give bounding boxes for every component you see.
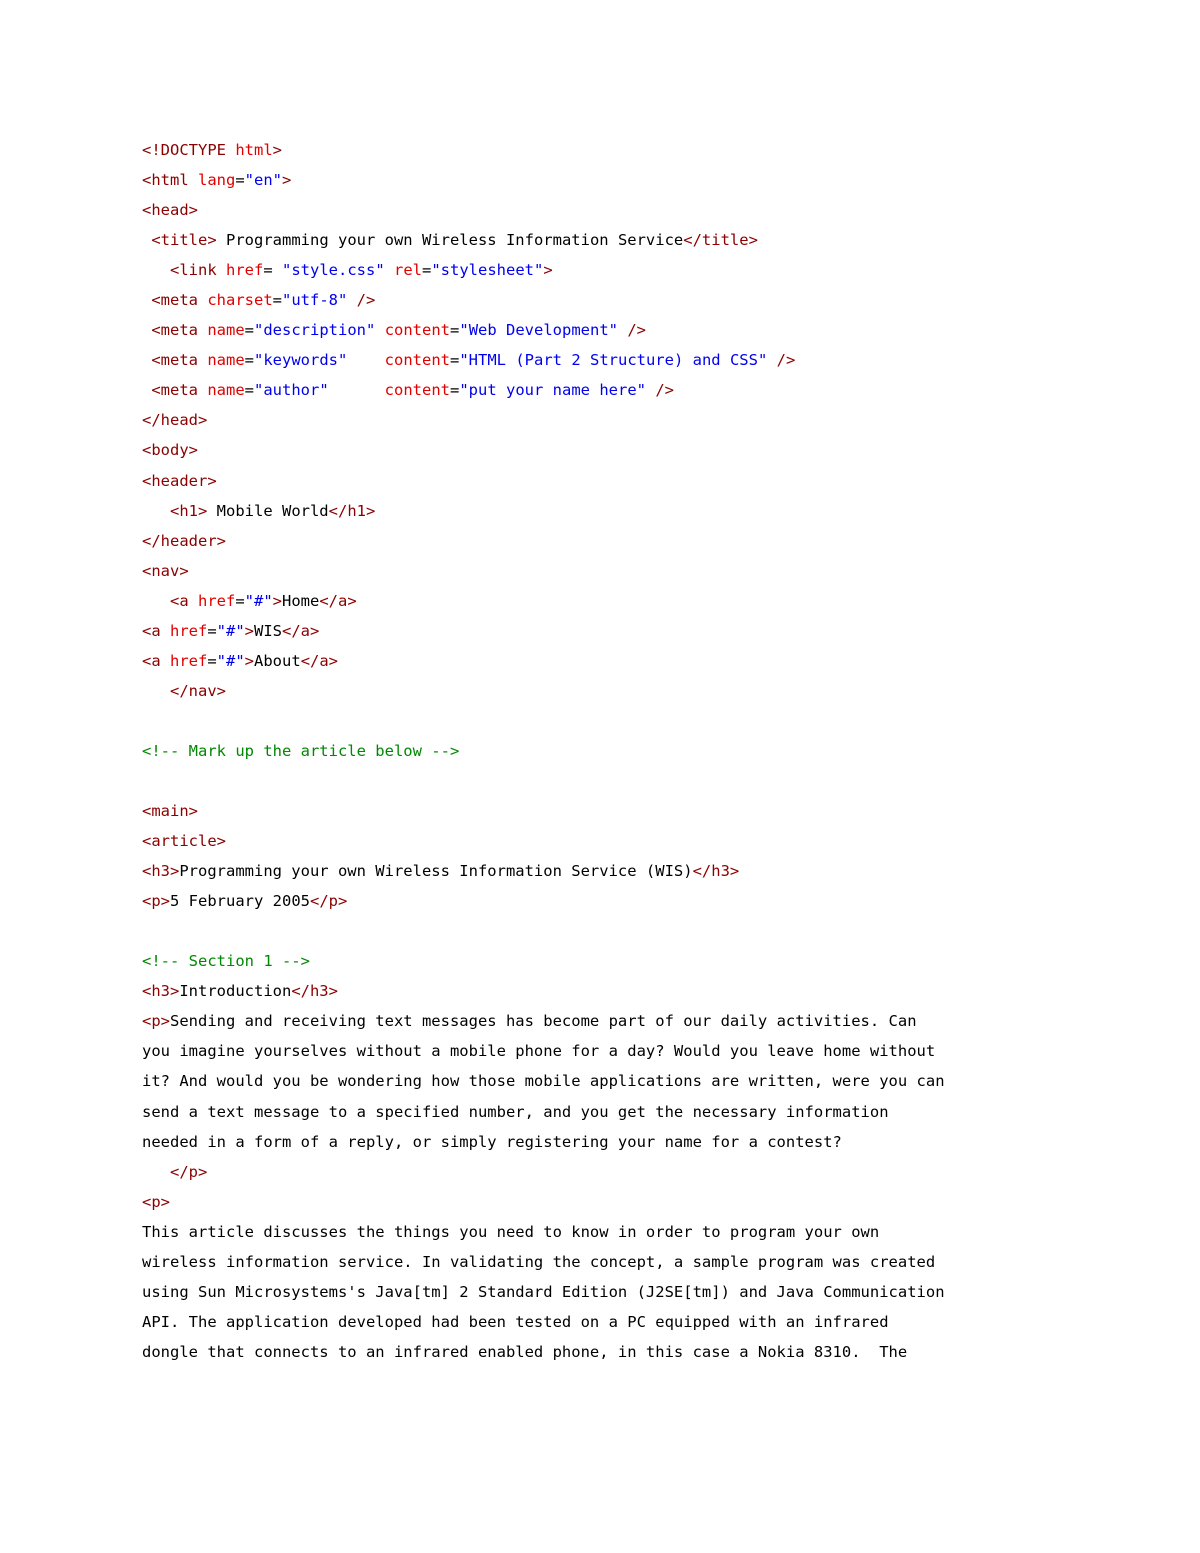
- code-token: 5 February 2005: [170, 892, 310, 911]
- code-token: content: [384, 351, 450, 370]
- code-token: [142, 351, 151, 369]
- code-line: [142, 348, 1142, 378]
- code-token: =: [207, 651, 217, 670]
- code-token: "en": [244, 171, 282, 190]
- code-token: "stylesheet": [431, 261, 544, 280]
- code-token: "HTML (Part 2 Structure) and CSS": [459, 351, 768, 370]
- code-token: name: [207, 321, 245, 340]
- code-line: [142, 949, 1142, 979]
- code-line: [142, 1280, 1142, 1310]
- code-token: =: [207, 621, 217, 640]
- code-line: [142, 709, 1142, 739]
- code-token: [142, 291, 151, 309]
- code-token: "Web Development": [459, 321, 618, 340]
- code-line: [142, 619, 1142, 649]
- code-token: </nav>: [170, 681, 226, 700]
- code-token: </a>: [319, 591, 357, 610]
- code-token: >: [272, 591, 283, 610]
- code-line: [142, 168, 1142, 198]
- code-token: "#": [216, 651, 245, 670]
- code-line: [142, 1220, 1142, 1250]
- code-token: dongle that connects to an infrared enabled phone, in this case a Nokia 8310. The: [142, 1342, 908, 1361]
- code-token: </title>: [683, 231, 758, 250]
- code-line: [142, 1190, 1142, 1220]
- code-line: [142, 739, 1142, 769]
- code-token: href: [226, 261, 264, 280]
- code-line: [142, 769, 1142, 799]
- code-token: "#": [244, 591, 273, 610]
- code-token: <h3>: [142, 862, 180, 881]
- code-token: API. The application developed had been tested on a PC equipped with an infrared: [142, 1312, 889, 1331]
- code-line: [142, 499, 1142, 529]
- code-token: <a: [142, 651, 170, 670]
- code-token: </a>: [300, 651, 339, 670]
- code-token: <!-- Mark up the article below -->: [142, 741, 460, 760]
- code-token: [385, 261, 394, 279]
- code-token: <html: [142, 171, 198, 190]
- code-line: [142, 288, 1142, 318]
- code-line: [142, 679, 1142, 709]
- code-line: [142, 1130, 1142, 1160]
- code-token: html: [235, 141, 273, 159]
- code-token: />: [618, 321, 646, 340]
- code-line: [142, 258, 1142, 288]
- code-token: [142, 381, 151, 399]
- code-token: <main>: [142, 802, 198, 821]
- code-token: send a text message to a specified number, and you get the necessary information: [142, 1102, 889, 1121]
- code-token: <p>: [142, 1012, 170, 1031]
- code-token: <article>: [142, 832, 226, 851]
- code-token: =: [422, 261, 432, 280]
- code-token: href: [170, 621, 208, 640]
- code-token: "style.css": [282, 261, 385, 280]
- code-line: [142, 1100, 1142, 1130]
- code-line: [142, 1069, 1142, 1099]
- code-token: <h1>: [170, 501, 208, 520]
- code-token: "description": [254, 321, 376, 340]
- code-line: [142, 589, 1142, 619]
- code-token: <title>: [151, 231, 217, 250]
- code-token: <meta: [151, 321, 208, 340]
- code-line: [142, 1250, 1142, 1280]
- code-line: [142, 408, 1142, 438]
- code-line: [142, 1009, 1142, 1039]
- code-token: >: [244, 621, 255, 640]
- code-token: [375, 321, 384, 339]
- code-token: it? And would you be wondering how those mobile applications are written, were you can: [142, 1072, 945, 1091]
- code-token: <body>: [142, 441, 198, 460]
- code-token: content: [384, 321, 451, 340]
- code-line: [142, 1039, 1142, 1069]
- code-token: <a: [142, 621, 170, 640]
- code-token: Programming your own Wireless Information Service: [216, 231, 684, 250]
- code-line: [142, 859, 1142, 889]
- code-token: charset: [207, 291, 273, 310]
- code-token: </p>: [170, 1162, 208, 1181]
- code-line: [142, 469, 1142, 499]
- code-token: using Sun Microsystems's Java[tm] 2 Standard Edition (J2SE[tm]) and Java Communication: [142, 1282, 945, 1301]
- code-token: "#": [216, 621, 245, 640]
- code-token: </p>: [309, 892, 348, 911]
- code-token: content: [384, 381, 450, 400]
- code-token: name: [207, 351, 245, 370]
- code-token: <meta: [151, 381, 208, 400]
- code-token: =: [244, 381, 255, 400]
- code-line: [142, 228, 1142, 258]
- code-token: </head>: [142, 411, 208, 430]
- code-token: needed in a form of a reply, or simply registering your name for a contest?: [142, 1132, 842, 1151]
- code-token: wireless information service. In validating the concept, a sample program was created: [142, 1252, 936, 1271]
- code-line: [142, 378, 1142, 408]
- code-token: Sending and receiving text messages has become part of our daily activities. Can: [170, 1012, 917, 1031]
- code-token: <h3>: [142, 982, 180, 1001]
- code-token: This article discusses the things you need to know in order to program your own: [142, 1222, 880, 1241]
- code-line: [142, 829, 1142, 859]
- code-token: [347, 351, 384, 369]
- code-line: [142, 799, 1142, 829]
- code-token: [142, 231, 151, 249]
- code-token: rel: [394, 261, 422, 280]
- code-token: =: [235, 171, 245, 190]
- code-token: =: [272, 291, 283, 310]
- code-token: <head>: [142, 201, 198, 220]
- code-token: you imagine yourselves without a mobile phone for a day? Would you leave home without: [142, 1042, 936, 1061]
- code-token: >: [543, 261, 553, 280]
- code-line: [142, 438, 1142, 468]
- code-token: [142, 592, 170, 610]
- code-token: About: [254, 651, 301, 670]
- code-token: [142, 502, 170, 520]
- code-token: />: [767, 351, 796, 370]
- code-token: [142, 1163, 170, 1181]
- code-token: <nav>: [142, 561, 189, 580]
- code-token: "put your name here": [459, 381, 646, 400]
- code-token: <link: [170, 261, 226, 280]
- code-token: <header>: [142, 471, 217, 490]
- code-token: >: [244, 651, 255, 670]
- code-token: "keywords": [254, 351, 348, 370]
- code-token: =: [450, 321, 460, 340]
- code-token: Programming your own Wireless Information Service (WIS): [179, 862, 693, 881]
- code-token: </h3>: [291, 982, 338, 1001]
- code-token: [142, 261, 170, 279]
- code-line: [142, 649, 1142, 679]
- code-line: [142, 1310, 1142, 1340]
- code-token: </header>: [142, 531, 226, 550]
- code-token: =: [263, 261, 282, 280]
- code-token: </h1>: [328, 501, 376, 520]
- code-token: Mobile World: [207, 501, 329, 520]
- code-token: </a>: [282, 621, 320, 640]
- code-token: />: [645, 381, 674, 400]
- code-token: >: [272, 141, 282, 159]
- code-token: >: [282, 171, 292, 190]
- code-token: Home: [282, 591, 320, 610]
- code-token: <a: [170, 591, 198, 610]
- code-token: WIS: [254, 621, 283, 640]
- code-token: =: [244, 321, 255, 340]
- code-token: <meta: [151, 351, 208, 370]
- code-token: [142, 682, 170, 700]
- code-line: [142, 889, 1142, 919]
- code-line: [142, 919, 1142, 949]
- code-token: [329, 381, 385, 399]
- code-token: =: [244, 351, 255, 370]
- code-line: [142, 138, 1142, 168]
- code-token: lang: [198, 171, 236, 190]
- code-line: [142, 318, 1142, 348]
- code-token: href: [170, 651, 208, 670]
- code-token: <p>: [142, 1192, 170, 1211]
- code-token: =: [450, 351, 460, 370]
- code-token: =: [450, 381, 460, 400]
- code-line: [142, 529, 1142, 559]
- code-line: [142, 559, 1142, 589]
- code-token: />: [347, 291, 376, 310]
- code-token: name: [207, 381, 245, 400]
- code-line: [142, 198, 1142, 228]
- code-token: Introduction: [179, 982, 292, 1001]
- code-token: =: [235, 591, 245, 610]
- code-line: [142, 979, 1142, 1009]
- code-listing: [142, 138, 1142, 1370]
- code-token: href: [198, 591, 236, 610]
- code-token: <!DOCTYPE: [142, 141, 236, 159]
- code-token: [142, 321, 151, 339]
- code-line: [142, 1340, 1142, 1370]
- code-token: <meta: [151, 291, 208, 310]
- code-token: "author": [254, 381, 329, 400]
- code-token: <p>: [142, 892, 170, 911]
- code-token: "utf-8": [282, 291, 348, 310]
- code-line: [142, 1160, 1142, 1190]
- code-token: </h3>: [692, 862, 740, 881]
- code-token: <!-- Section 1 -->: [142, 952, 310, 971]
